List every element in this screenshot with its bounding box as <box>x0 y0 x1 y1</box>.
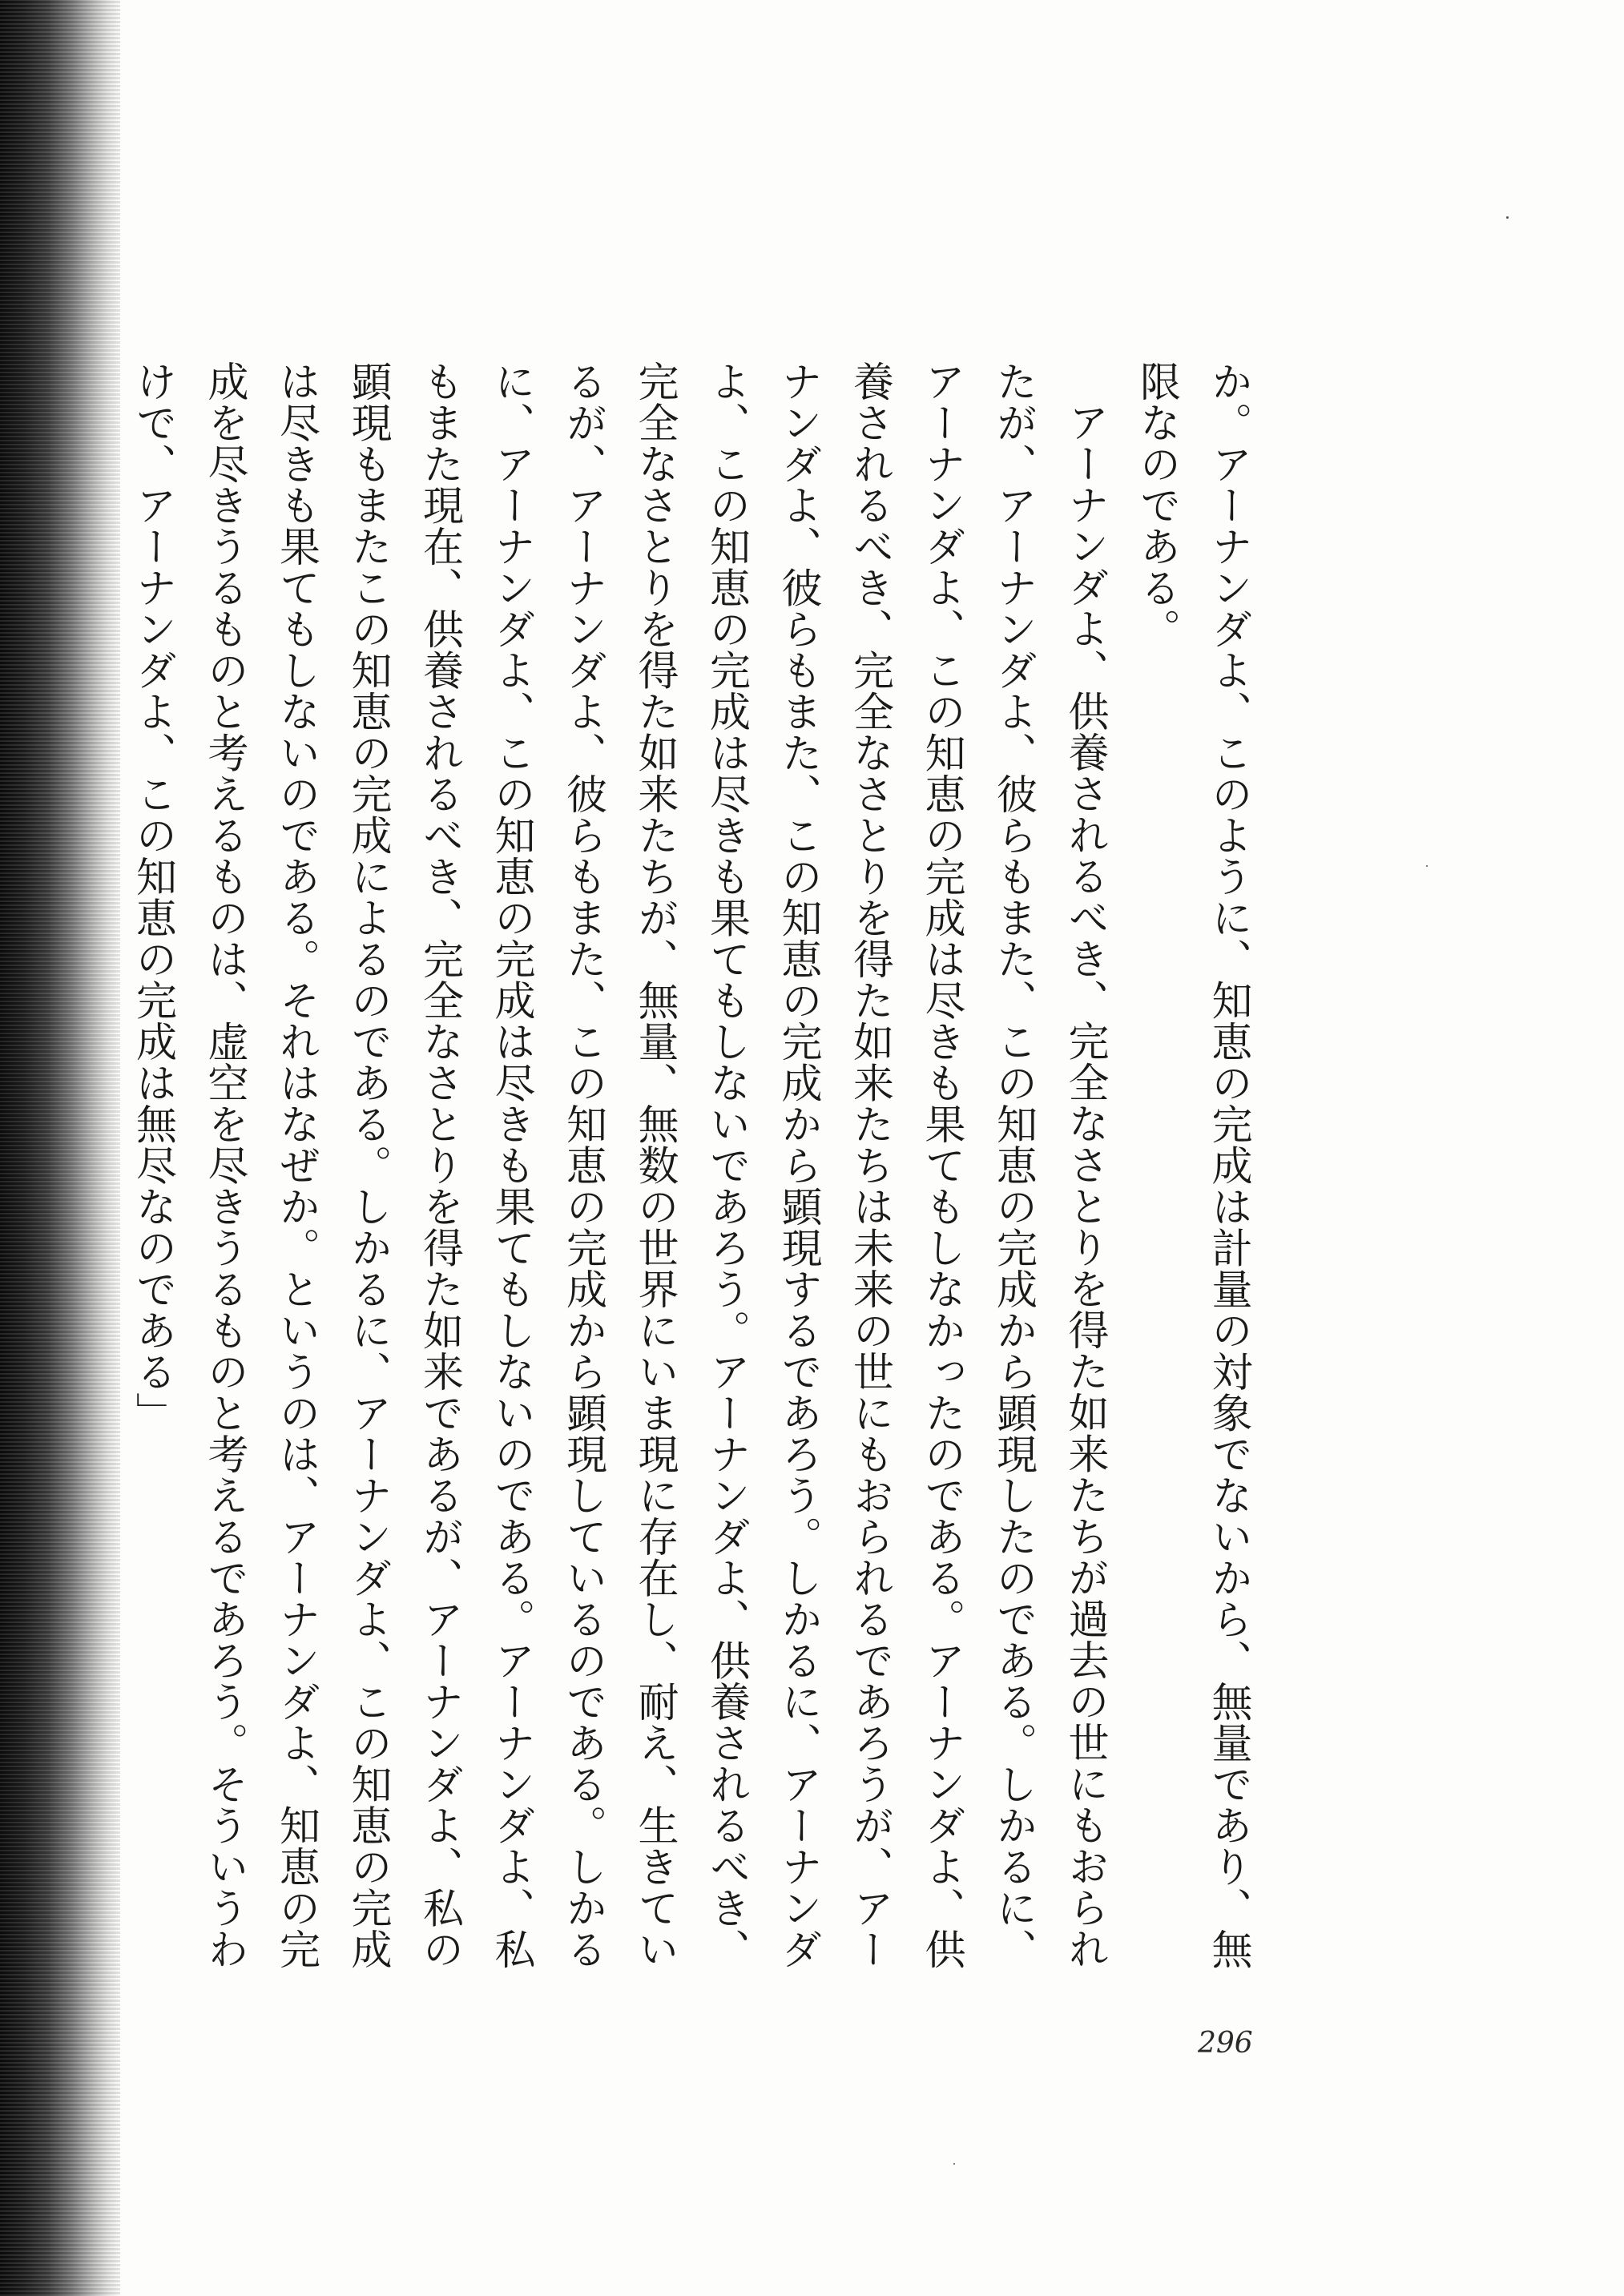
page-number: 296 <box>1198 2027 1253 2060</box>
paragraph-continuation: か。アーナンダよ、このように、知恵の完成は計量の対象でないから、無量であり、無限なのである。 <box>1132 361 1251 1970</box>
scan-speck <box>1506 216 1509 219</box>
scan-speck <box>953 2163 955 2165</box>
scan-speck <box>1426 865 1428 867</box>
vertical-body-text <box>116 361 1263 1971</box>
paragraph-main: アーナンダよ、供養されるべき、完全なさとりを得た如来たちが過去の世にもおられたが、アーナンダよ、彼らもまた、この知恵の完成から顕現したのである。しかるに、アーナンダよ、この知恵の完成は尽きも果てもしなかったのである。アーナンダよ、供養されるべき、完全なさとりを得た如来たちは未来の世にもおられるであろうが、アーナンダよ、彼らもまた、この知恵の完成から顕現するであろう。しかるに、アーナンダよ、この知恵の完成は尽きも果てもしないであろう。アーナンダよ、供養されるべき、完全なさとりを得た如来たちが、無量、無数の世界にいま現に存在し、耐え、生きているが、アーナンダよ、彼らもまた、この知恵の完成から顕現しているのである。しかるに、アーナンダよ、この知恵の完成は尽きも果てもしないのである。アーナンダよ、私もまた現在、供養されるべき、完全なさとりを得た如来であるが、アーナンダよ、私の顕現もまたこの知恵の完成によるのである。しかるに、アーナンダよ、この知恵の完成は尽きも果てもしないのである。それはなぜか。というのは、アーナンダよ、知恵の完成を尽きうるものと考えるものは、虚空を尽きうるものと考えるであろう。そういうわけで、アーナンダよ、この知恵の完成は無尽なのである」 <box>128 361 1108 1970</box>
scan-binding-shadow <box>0 0 120 2296</box>
